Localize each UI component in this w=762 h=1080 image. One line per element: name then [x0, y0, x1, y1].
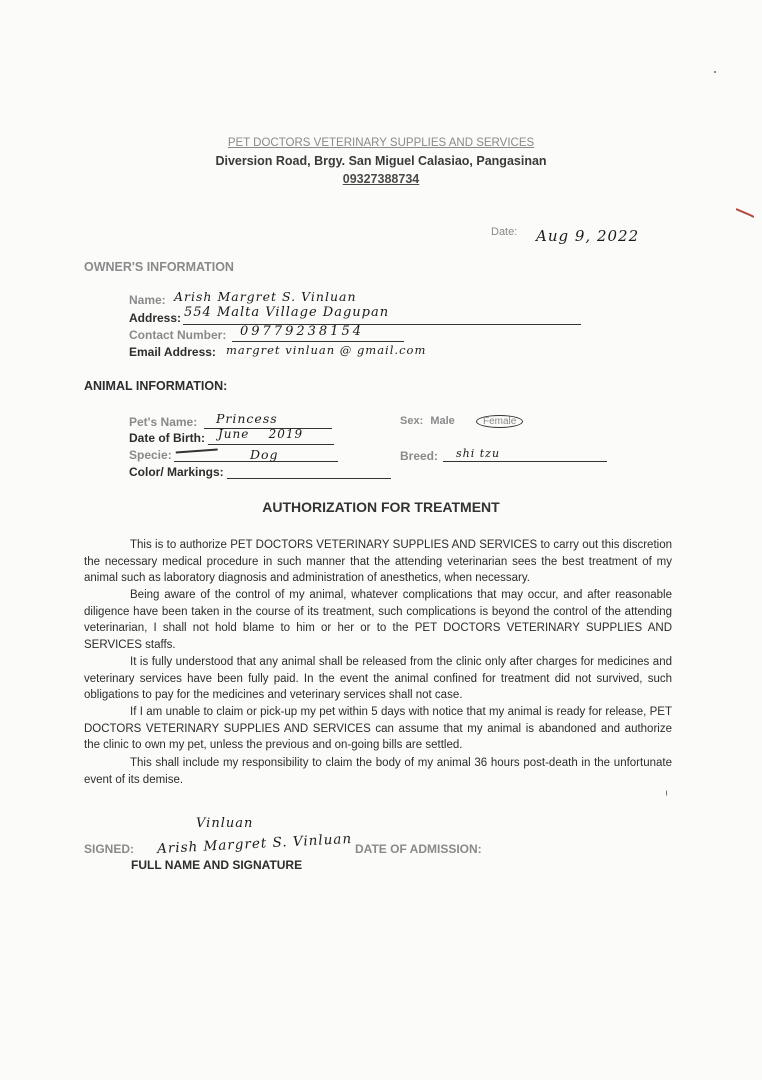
date-label: Date:: [491, 226, 518, 238]
signed-label: SIGNED:: [84, 842, 135, 856]
owner-address-label: Address:: [129, 311, 182, 325]
authorization-paragraph-4: If I am unable to claim or pick-up my pet within 5 days with notice that my animal is ready for release, PET DOCTORS VETERINARY SUPPLIES AND SERVICES can assume that my animal is abandoned and authorize the clinic to own my pet, unless the previous and on-going bills are settled.: [84, 706, 672, 751]
owner-contact-label: Contact Number:: [129, 328, 227, 342]
signature-name: Arish Margret S. Vinluan: [156, 830, 353, 858]
breed-value: shi tzu: [456, 447, 501, 460]
breed-underline: [443, 460, 607, 462]
signature-scrawl: Vinluan: [196, 816, 254, 831]
sex-female-circle: Female: [476, 415, 523, 428]
owner-contact-value: 09779238154: [240, 324, 364, 339]
pet-name-value: Princess: [216, 411, 278, 426]
breed-label: Breed:: [400, 449, 439, 463]
species-label: Specie:: [129, 448, 172, 462]
authorization-paragraph-3: It is fully understood that any animal shall be released from the clinic only after charges for medicines and veterinary services have been fully paid. In the event the animal confined for treatment did not survived, such obligations to pay for the medicines and veterinary services shall not case.: [84, 656, 672, 701]
color-label: Color/ Markings:: [129, 465, 224, 479]
red-ink-mark: [736, 208, 754, 218]
company-phone: 09327388734: [342, 172, 420, 186]
owner-email-value: margret vinluan @ gmail.com: [226, 343, 427, 357]
animal-heading: ANIMAL INFORMATION:: [84, 379, 228, 393]
scan-speck: [666, 790, 667, 796]
authorization-paragraph-1: This is to authorize PET DOCTORS VETERINARY SUPPLIES AND SERVICES to carry out this discretion the necessary medical procedure in such manner that the attending veterinarian sees the best treatment of my animal such as laboratory diagnosis and administration of anesthetics, when necessary.: [84, 539, 672, 584]
owner-heading: OWNER'S INFORMATION: [84, 260, 234, 274]
contact-underline: [232, 340, 404, 342]
owner-address-value: 554 Malta Village Dagupan: [184, 305, 390, 320]
sex-label: [400, 415, 455, 427]
authorization-paragraph-2: Being aware of the control of my animal, whatever complications that may occur, and after reasonable diligence have been taken in the course of its treatment, such complications is beyond the control of the attending veterinarian, I shall not hold blame to him or her or to the PET DOCTORS VETERINARY SUPPLIES AND SERVICES staffs.: [84, 589, 672, 651]
sex-label-text: Sex:: [400, 415, 424, 427]
owner-email-label: Email Address:: [129, 345, 216, 359]
dob-underline: [208, 443, 334, 445]
owner-name-value: Arish Margret S. Vinluan: [174, 289, 357, 304]
date-of-admission-label: DATE OF ADMISSION:: [355, 842, 482, 856]
dob-value: June 2019: [218, 427, 304, 441]
color-underline: [227, 477, 391, 479]
date-value: Aug 9, 2022: [536, 227, 640, 245]
authorization-title: AUTHORIZATION FOR TREATMENT: [262, 499, 500, 515]
sex-female-option: [476, 411, 523, 429]
pet-name-label: Pet's Name:: [129, 415, 198, 429]
species-value: Dog: [250, 447, 279, 462]
full-name-label: FULL NAME AND SIGNATURE: [131, 858, 303, 872]
scan-speck: [714, 71, 716, 73]
dob-label: Date of Birth:: [129, 431, 205, 445]
sex-male-option: Male: [430, 415, 455, 427]
company-address: Diversion Road, Brgy. San Miguel Calasiao, Pangasinan: [215, 154, 547, 168]
authorization-paragraph-5: This shall include my responsibility to claim the body of my animal 36 hours post-death in the unfortunate event of its demise.: [84, 757, 672, 786]
owner-name-label: Name:: [129, 293, 166, 307]
company-name: PET DOCTORS VETERINARY SUPPLIES AND SERVICES: [227, 137, 535, 149]
